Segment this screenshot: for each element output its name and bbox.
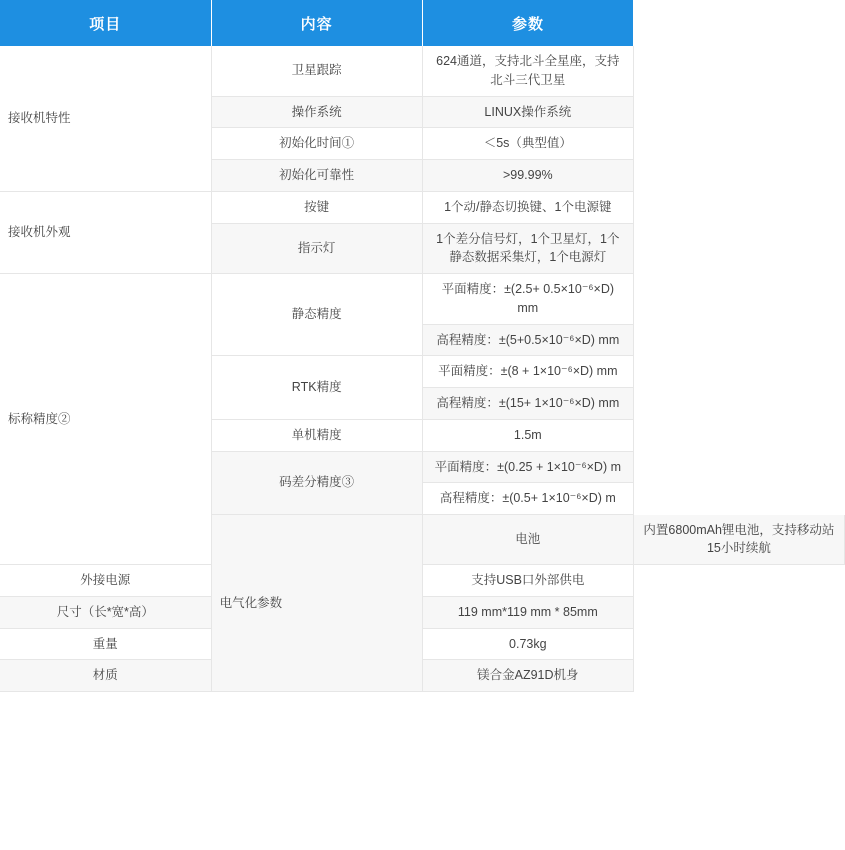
group-cell-nominal-accuracy: 标称精度② [0, 274, 211, 565]
param-cell: 高程精度：±(15+ 1×10⁻⁶×D) mm [422, 388, 633, 420]
param-cell: 高程精度：±(5+0.5×10⁻⁶×D) mm [422, 324, 633, 356]
param-cell: 镁合金AZ91D机身 [422, 660, 633, 692]
param-cell: 内置6800mAh锂电池，支持移动站15小时续航 [633, 515, 844, 565]
item-cell: 电池 [422, 515, 633, 565]
param-cell: 平面精度：±(8 + 1×10⁻⁶×D) mm [422, 356, 633, 388]
table-row [0, 274, 845, 325]
table-row [0, 596, 845, 628]
item-cell: 单机精度 [211, 419, 422, 451]
param-cell: LINUX操作系统 [422, 96, 633, 128]
item-cell: 码差分精度③ [211, 451, 422, 515]
table-row [0, 565, 845, 597]
item-cell: 操作系统 [211, 96, 422, 128]
table-row [0, 628, 845, 660]
table-row [0, 191, 845, 223]
param-cell: 1.5m [422, 419, 633, 451]
item-cell: 卫星跟踪 [211, 46, 422, 96]
param-cell: 624通道，支持北斗全星座，支持北斗三代卫星 [422, 46, 633, 96]
item-cell: 指示灯 [211, 223, 422, 274]
param-cell: 1个动/静态切换键、1个电源键 [422, 191, 633, 223]
item-cell: 重量 [0, 628, 211, 660]
table-row [0, 660, 845, 692]
param-cell: 1个差分信号灯，1个卫星灯，1个静态数据采集灯，1个电源灯 [422, 223, 633, 274]
param-cell: 平面精度：±(2.5+ 0.5×10⁻⁶×D) mm [422, 274, 633, 325]
param-cell: >99.99% [422, 160, 633, 192]
param-cell: 高程精度：±(0.5+ 1×10⁻⁶×D) m [422, 483, 633, 515]
table-row [0, 46, 845, 96]
column-header-parameter: 参数 [422, 0, 633, 46]
item-cell: 初始化时间① [211, 128, 422, 160]
column-header-project: 项目 [0, 0, 211, 46]
group-cell-receiver-features: 接收机特性 [0, 46, 211, 191]
item-cell: 初始化可靠性 [211, 160, 422, 192]
param-cell: 119 mm*119 mm * 85mm [422, 596, 633, 628]
item-cell: 按键 [211, 191, 422, 223]
item-cell: 外接电源 [0, 565, 211, 597]
param-cell: 平面精度：±(0.25 + 1×10⁻⁶×D) m [422, 451, 633, 483]
group-cell-receiver-appearance: 接收机外观 [0, 191, 211, 273]
group-cell-electrical-parameters: 电气化参数 [211, 515, 422, 692]
item-cell: 材质 [0, 660, 211, 692]
item-cell: 尺寸（长*宽*高） [0, 596, 211, 628]
item-cell: RTK精度 [211, 356, 422, 420]
column-header-content: 内容 [211, 0, 422, 46]
param-cell: 支持USB口外部供电 [422, 565, 633, 597]
table-body [0, 46, 845, 692]
table-header-row [0, 0, 845, 46]
param-cell: 0.73kg [422, 628, 633, 660]
param-cell: ＜5s（典型值） [422, 128, 633, 160]
item-cell: 静态精度 [211, 274, 422, 356]
